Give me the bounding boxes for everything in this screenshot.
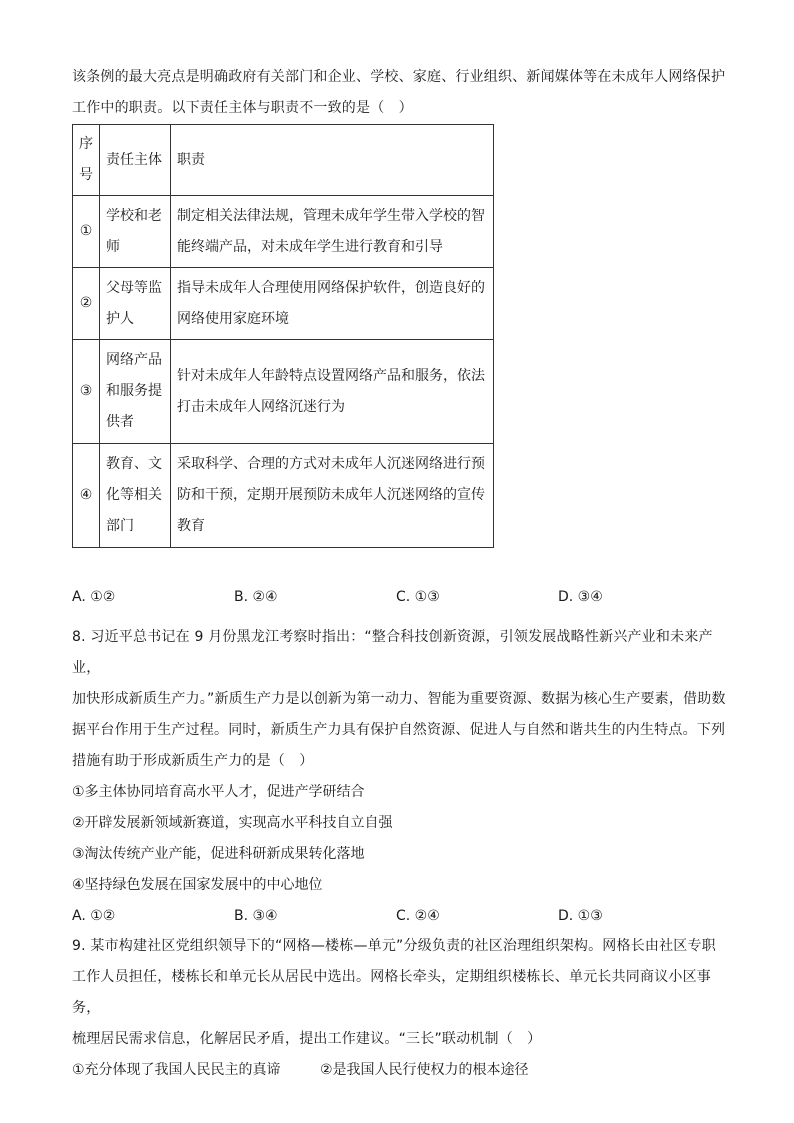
exam-page	[72, 62, 732, 1086]
row-num: ②	[73, 268, 100, 340]
option-a[interactable]: A. ①②	[72, 908, 116, 924]
statement: ③淘汰传统产业产能，促进科研新成果转化落地	[72, 846, 365, 862]
row-num: ④	[73, 444, 100, 548]
statement: ④坚持绿色发展在国家发展中的中心地位	[72, 877, 323, 893]
option-b[interactable]: B. ②④	[234, 589, 278, 605]
statement: ①充分体现了我国人民民主的真谛	[72, 1062, 281, 1078]
option-d[interactable]: D. ③④	[558, 589, 603, 605]
stem-line: 据平台作用于生产过程。同时，新质生产力具有保护自然资源、促进人与自然和谐共生的内生特点。下列	[72, 722, 726, 738]
stem-line: 该条例的最大亮点是明确政府有关部门和企业、学校、家庭、行业组织、新闻媒体等在未成年人网络保护	[72, 69, 726, 85]
stem-line: 梳理居民需求信息，化解居民矛盾，提出工作建议。“三长”联动机制（ ）	[72, 1031, 542, 1047]
row-subject: 教育、文化等相关部门	[100, 444, 171, 548]
option-a[interactable]: A. ①②	[72, 589, 116, 605]
option-b[interactable]: B. ③④	[234, 908, 278, 924]
option-c[interactable]: C. ②④	[396, 908, 440, 924]
question-7-options	[72, 582, 732, 612]
stem-line: 工作中的职责。以下责任主体与职责不一致的是（ ）	[72, 100, 413, 116]
statement: ②是我国人民行使权力的根本途径	[320, 1062, 529, 1078]
question-8-options	[72, 901, 732, 931]
question-8-stem	[72, 622, 732, 777]
question-9-statements	[72, 1055, 732, 1086]
question-7-stem	[72, 62, 732, 124]
header-duty: 职责	[171, 125, 494, 196]
table-row	[73, 444, 494, 548]
option-c[interactable]: C. ①③	[396, 589, 440, 605]
table-row	[73, 340, 494, 444]
row-subject: 网络产品和服务提供者	[100, 340, 171, 444]
row-subject: 父母等监护人	[100, 268, 171, 340]
header-subject: 责任主体	[100, 125, 171, 196]
question-9-stem	[72, 931, 732, 1055]
row-duty: 采取科学、合理的方式对未成年人沉迷网络进行预防和干预，定期开展预防未成年人沉迷网络的宣传教育	[171, 444, 494, 548]
question-8-statements	[72, 777, 732, 901]
statement: ①多主体协同培育高水平人才，促进产学研结合	[72, 784, 365, 800]
row-num: ③	[73, 340, 100, 444]
row-duty: 指导未成年人合理使用网络保护软件，创造良好的网络使用家庭环境	[171, 268, 494, 340]
stem-line: 8. 习近平总书记在 9 月份黑龙江考察时指出：“整合科技创新资源，引领发展战略性新兴产业和未来产业，	[72, 629, 713, 676]
stem-line: 工作人员担任，楼栋长和单元长从居民中选出。网格长牵头，定期组织楼栋长、单元长共同商议小区事务，	[72, 969, 711, 1016]
row-duty: 针对未成年人年龄特点设置网络产品和服务，依法打击未成年人网络沉迷行为	[171, 340, 494, 444]
option-d[interactable]: D. ①③	[558, 908, 603, 924]
statement: ②开辟发展新领域新赛道，实现高水平科技自立自强	[72, 815, 393, 831]
stem-line: 9. 某市构建社区党组织领导下的“网格—楼栋—单元”分级负责的社区治理组织架构。网格长由社区专职	[72, 938, 716, 954]
stem-line: 加快形成新质生产力。”新质生产力是以创新为第一动力、智能为重要资源、数据为核心生产要素，借助数	[72, 691, 726, 707]
responsibility-table	[72, 124, 494, 548]
stem-line: 措施有助于形成新质生产力的是（ ）	[72, 753, 314, 769]
header-num: 序号	[73, 125, 100, 196]
table-row	[73, 196, 494, 268]
row-duty: 制定相关法律法规，管理未成年学生带入学校的智能终端产品，对未成年学生进行教育和引导	[171, 196, 494, 268]
table-row	[73, 268, 494, 340]
row-num: ①	[73, 196, 100, 268]
row-subject: 学校和老师	[100, 196, 171, 268]
table-header-row	[73, 125, 494, 196]
